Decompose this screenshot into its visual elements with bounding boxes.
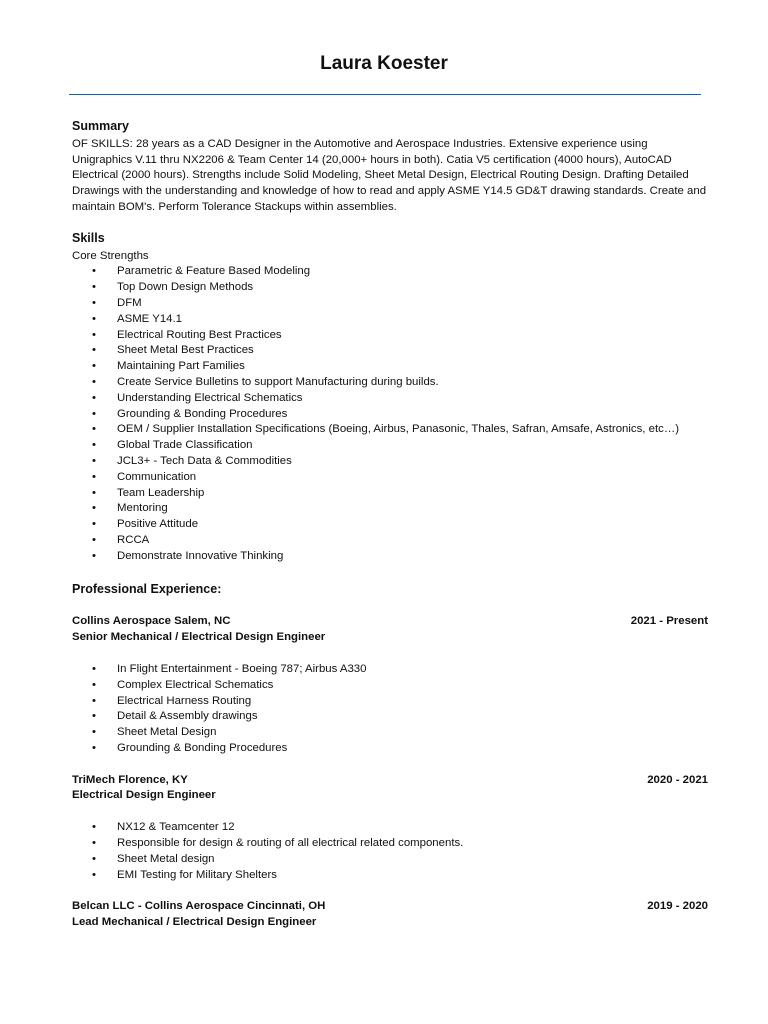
job-entry: [72, 899, 708, 931]
bullet-item: [72, 820, 708, 836]
bullet-icon: •: [92, 265, 96, 278]
job-dates: 2020 - 2021: [647, 773, 708, 786]
bullet-text: Sheet Metal design: [117, 852, 215, 865]
bullet-item: [72, 868, 708, 884]
bullet-item: [72, 422, 708, 438]
bullet-icon: •: [92, 486, 96, 499]
bullet-item: [72, 678, 708, 694]
core-strengths-label: Core Strengths: [72, 249, 149, 262]
bullet-text: In Flight Entertainment - Boeing 787; Airbus A330: [117, 662, 367, 675]
bullet-item: [72, 312, 708, 328]
bullet-item: [72, 296, 708, 312]
experience-heading: Professional Experience:: [72, 581, 222, 596]
bullet-text: Top Down Design Methods: [117, 281, 254, 294]
job-company: Collins Aerospace Salem, NC: [72, 615, 231, 628]
job-dates: 2021 - Present: [630, 615, 708, 628]
job-entry: [72, 614, 708, 756]
bullet-text: NX12 & Teamcenter 12: [117, 821, 235, 834]
job-company: TriMech Florence, KY: [72, 773, 188, 786]
bullet-icon: •: [92, 344, 96, 357]
bullet-item: [72, 391, 708, 407]
job-header: [72, 773, 708, 789]
bullet-icon: •: [92, 518, 96, 531]
bullet-text: Complex Electrical Schematics: [117, 678, 274, 691]
bullet-icon: •: [92, 281, 96, 294]
bullet-icon: •: [92, 423, 96, 436]
bullet-icon: •: [92, 296, 96, 309]
bullet-icon: •: [92, 726, 96, 739]
bullet-item: [72, 359, 708, 375]
bullet-item: [72, 836, 708, 852]
bullet-icon: •: [92, 710, 96, 723]
bullet-icon: •: [92, 328, 96, 341]
bullet-text: Electrical Routing Best Practices: [117, 328, 282, 341]
resume-body: [72, 119, 708, 931]
bullet-icon: •: [92, 662, 96, 675]
bullet-item: [72, 533, 708, 549]
bullet-icon: •: [92, 502, 96, 515]
bullet-item: [72, 709, 708, 725]
bullet-text: Detail & Assembly drawings: [117, 710, 258, 723]
bullet-text: Team Leadership: [117, 486, 205, 499]
bullet-icon: •: [92, 533, 96, 546]
bullet-item: [72, 694, 708, 710]
bullet-text: Understanding Electrical Schematics: [117, 391, 303, 404]
bullet-text: Sheet Metal Best Practices: [117, 344, 254, 357]
job-header: [72, 899, 708, 915]
bullet-text: Create Service Bulletins to support Manufacturing during builds.: [117, 375, 439, 388]
bullet-item: [72, 662, 708, 678]
bullet-icon: •: [92, 868, 96, 881]
bullet-item: [72, 280, 708, 296]
bullet-icon: •: [92, 470, 96, 483]
bullet-text: EMI Testing for Military Shelters: [117, 868, 277, 881]
bullet-text: Communication: [117, 470, 197, 483]
bullet-text: RCCA: [117, 533, 150, 546]
header-divider: [69, 94, 701, 95]
bullet-icon: •: [92, 391, 96, 404]
job-bullets: [72, 662, 708, 757]
bullet-icon: •: [92, 821, 96, 834]
bullet-item: [72, 328, 708, 344]
bullet-text: Parametric & Feature Based Modeling: [117, 265, 311, 278]
bullet-item: [72, 407, 708, 423]
bullet-item: [72, 517, 708, 533]
bullet-text: Grounding & Bonding Procedures: [117, 741, 288, 754]
bullet-item: [72, 486, 708, 502]
bullet-item: [72, 375, 708, 391]
bullet-icon: •: [92, 439, 96, 452]
bullet-icon: •: [92, 741, 96, 754]
bullet-icon: •: [92, 454, 96, 467]
bullet-item: [72, 454, 708, 470]
job-title: Senior Mechanical / Electrical Design Engineer: [72, 631, 326, 644]
bullet-text: JCL3+ - Tech Data & Commodities: [117, 454, 292, 467]
bullet-text: ASME Y14.1: [117, 312, 183, 325]
bullet-icon: •: [92, 694, 96, 707]
job-title: Electrical Design Engineer: [72, 789, 216, 802]
bullet-icon: •: [92, 837, 96, 850]
bullet-text: Demonstrate Innovative Thinking: [117, 549, 284, 562]
bullet-text: Responsible for design & routing of all electrical related components.: [117, 837, 464, 850]
bullet-text: Positive Attitude: [117, 518, 199, 531]
bullet-item: [72, 741, 708, 757]
bullet-text: Global Trade Classification: [117, 439, 253, 452]
bullet-item: [72, 725, 708, 741]
bullet-text: OEM / Supplier Installation Specifications (Boeing, Airbus, Panasonic, Thales, Safran, Amsafe, Astronics, etc…): [117, 423, 679, 436]
bullet-icon: •: [92, 407, 96, 420]
bullet-text: Mentoring: [117, 502, 168, 515]
bullet-icon: •: [92, 375, 96, 388]
bullet-item: [72, 852, 708, 868]
bullet-item: [72, 264, 708, 280]
bullet-item: [72, 501, 708, 517]
job-entry: [72, 773, 708, 884]
bullet-item: [72, 470, 708, 486]
bullet-icon: •: [92, 678, 96, 691]
bullet-icon: •: [92, 549, 96, 562]
bullet-icon: •: [92, 852, 96, 865]
bullet-item: [72, 438, 708, 454]
job-title: Lead Mechanical / Electrical Design Engineer: [72, 916, 317, 929]
jobs-list: [72, 614, 708, 931]
bullet-text: Electrical Harness Routing: [117, 694, 252, 707]
job-dates: 2019 - 2020: [647, 900, 708, 913]
bullet-text: Sheet Metal Design: [117, 726, 217, 739]
skills-heading: Skills: [72, 230, 105, 245]
bullet-text: Grounding & Bonding Procedures: [117, 407, 288, 420]
resume-name: Laura Koester: [320, 53, 448, 74]
job-company: Belcan LLC - Collins Aerospace Cincinnati, OH: [72, 900, 326, 913]
summary-heading: Summary: [72, 119, 129, 133]
summary-text: OF SKILLS: 28 years as a CAD Designer in the Automotive and Aerospace Industries. Extensive experience using Unigraphics V.11 thru NX2206 & Team Center 14 (20,000+ hours in both). Catia V5 certification (4000 hours), AutoCAD Electrical (2000 hours). Strengths include Solid Modeling, Sheet Metal Design, Electrical Routing Design. Drafting Detailed Drawings with the understanding and knowledge of how to read and apply ASME Y14.5 GD&T drawing standards. Create and maintain BOM's. Perform Tolerance Stackups within assemblies.: [72, 137, 707, 213]
job-bullets: [72, 820, 708, 883]
bullet-text: Maintaining Part Families: [117, 360, 245, 373]
bullet-icon: •: [92, 312, 96, 325]
skills-list: [72, 264, 708, 564]
bullet-item: [72, 343, 708, 359]
job-header: [72, 614, 708, 630]
bullet-icon: •: [92, 360, 96, 373]
bullet-text: DFM: [117, 296, 142, 309]
bullet-item: [72, 549, 708, 565]
